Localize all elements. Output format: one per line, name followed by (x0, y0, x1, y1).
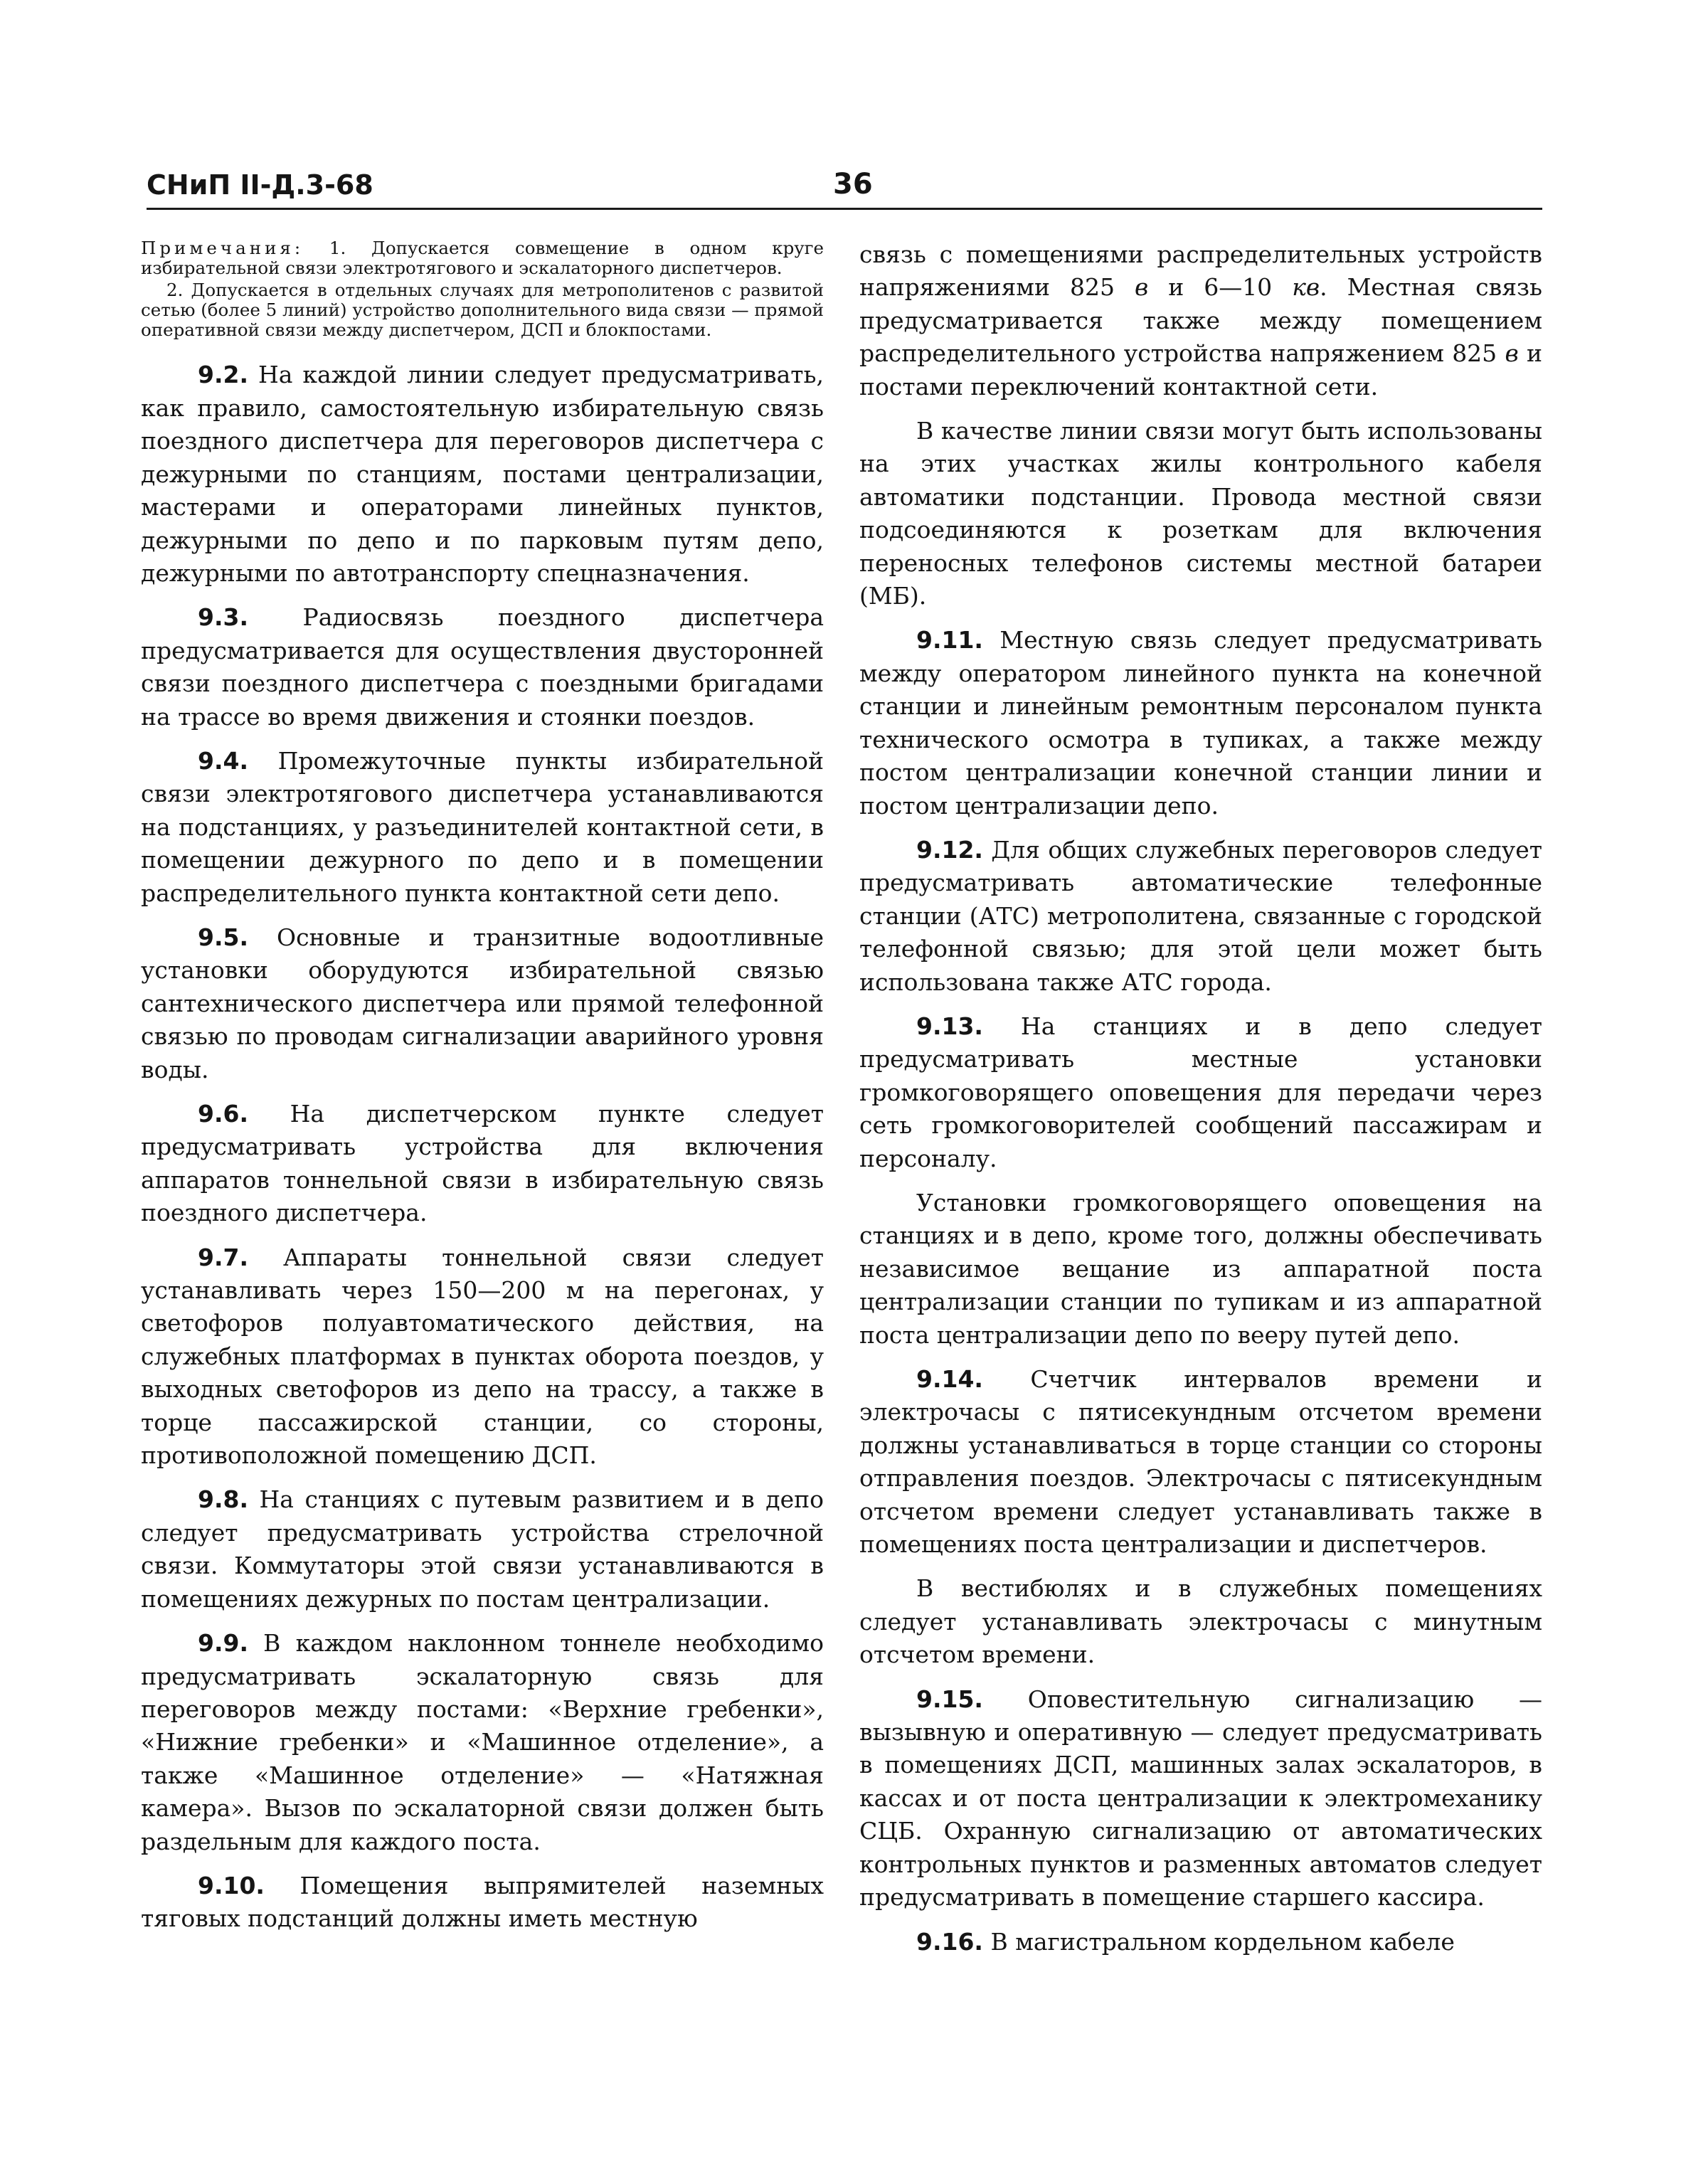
note-1 (141, 238, 824, 279)
clause-number: 9.6. (198, 1100, 248, 1128)
text-run: и постами переключений контактной сети. (859, 339, 1542, 401)
text-run: . Местная связь предусматривается также между помещением распределительного устройства напряжением 825 (859, 273, 1542, 368)
clause-text: Помещения выпрямителей наземных тяговых подстанций должны иметь местную (141, 1871, 824, 1933)
clause-number: 9.16. (916, 1927, 983, 1956)
clause-number: 9.11. (916, 626, 983, 654)
clause-text: Оповестительную сигнализацию — вызывную и оперативную — следует предусматривать в помещениях ДСП, машинных залах эскалаторов, в кассах и от поста централизации к электромеханику СЦБ. Охранную сигнализацию от автоматических контрольных пунктов и разменных автоматов следует предусматривать в помещение старшего кассира. (859, 1685, 1542, 1912)
clause-number: 9.7. (198, 1243, 248, 1271)
document-code: СНиП II-Д.3-68 (147, 169, 373, 201)
clause-9-12 (859, 834, 1542, 999)
running-header (147, 165, 1542, 210)
text-run: связь с помещениями распределительных устройств напряжениями 825 (859, 240, 1542, 302)
clause-number: 9.14. (916, 1365, 983, 1393)
note-text: 1. Допускается совмещение в одном круге избирательной связи электротягового и эскалаторного диспетчеров. (141, 238, 824, 279)
unit-volt: в (1505, 339, 1519, 368)
clause-number: 9.13. (916, 1012, 983, 1040)
clause-9-14 (859, 1363, 1542, 1561)
clause-text: Счетчик интервалов времени и электрочасы с пятисекундным отсчетом времени должны устанавливаться в торце станции со стороны отправления поездов. Электрочасы с пятисекундным отсчетом времени следует устанавливать также в помещениях поста централизации и диспетчеров. (859, 1365, 1542, 1559)
clause-9-11 (859, 624, 1542, 822)
clause-text: В магистральном кордельном кабеле (982, 1927, 1455, 1956)
clause-number: 9.15. (916, 1685, 983, 1713)
right-column (859, 238, 1542, 1970)
clause-text: Аппараты тоннельной связи следует устанавливать через 150—200 м на перегонах, у светофоров полуавтоматического действия, на служебных платформах в пунктах оборота поездов, у выходных светофоров из депо на трассу, а также в торце пассажирской станции, со стороны, противоположной помещению ДСП. (141, 1243, 824, 1470)
left-column (141, 238, 824, 1947)
clause-number: 9.9. (198, 1629, 248, 1658)
clause-9-6 (141, 1098, 824, 1230)
note-label: Примечания: (141, 238, 304, 258)
text-run: и 6—10 (1148, 273, 1293, 302)
paragraph-loudspeaker: Установки громкоговорящего оповещения на станциях и в депо, кроме того, должны обеспечивать независимое вещание из аппаратной поста централизации станции по тупикам и из аппаратной поста централизации депо по вееру путей депо. (859, 1188, 1542, 1349)
clause-text: Промежуточные пункты избирательной связи электротягового диспетчера устанавливаются на подстанциях, у разъединителей контактной сети, в помещении дежурного по депо и в помещении распределительного пункта контактной сети депо. (141, 746, 824, 907)
clause-text: Радиосвязь поездного диспетчера предусматривается для осуществления двусторонней связи поездного диспетчера с поездными бригадами на трассе во время движения и стоянки поездов. (141, 603, 824, 731)
clause-text: На станциях и в депо следует предусматривать местные установки громкоговорящего оповещения для передачи через сеть громкоговорителей сообщений пассажирам и персоналу. (859, 1012, 1542, 1172)
clause-9-16 (859, 1926, 1542, 1958)
clause-9-15 (859, 1683, 1542, 1914)
clause-text: На каждой линии следует предусматривать, как правило, самостоятельную избирательную связь поездного диспетчера для переговоров диспетчера с дежурными по станциям, постами централизации, мастерами и операторами линейных пунктов, дежурными по депо и по парковым путям депо, дежурными по автотранспорту спецназначения. (141, 361, 824, 587)
clause-number: 9.10. (198, 1871, 265, 1899)
clause-9-3 (141, 601, 824, 733)
clause-9-10 (141, 1870, 824, 1936)
clause-text: На диспетчерском пункте следует предусматривать устройства для включения аппаратов тоннельной связи в избирательную связь поездного диспетчера. (141, 1100, 824, 1227)
clause-number: 9.4. (198, 746, 248, 775)
clause-number: 9.12. (916, 835, 983, 864)
clause-number: 9.2. (198, 361, 248, 389)
clause-9-5 (141, 921, 824, 1086)
clause-9-9 (141, 1627, 824, 1858)
clause-text: На станциях с путевым развитием и в депо следует предусматривать устройства стрелочной связи. Коммутаторы этой связи устанавливаются в помещениях дежурных по постам централизации. (141, 1485, 824, 1613)
clause-9-4 (141, 745, 824, 910)
clause-9-8 (141, 1483, 824, 1616)
paragraph-electric-clocks: В вестибюлях и в служебных помещениях следует устанавливать электрочасы с минутным отсчетом времени. (859, 1574, 1542, 1669)
clause-text: В каждом наклонном тоннеле необходимо предусматривать эскалаторную связь для переговоров между постами: «Верхние гребенки», «Нижние гребенки» и «Машинное отделение», а также «Машинное отделение» — «Натяжная камера». Вызов по эскалаторной связи должен быть раздельным для каждого поста. (141, 1629, 824, 1855)
clause-text: Для общих служебных переговоров следует предусматривать автоматические телефонные станции (АТС) метрополитена, связанные с городской телефонной связью; для этой цели может быть использована также АТС города. (859, 835, 1542, 996)
unit-kilovolt: кв (1292, 273, 1320, 302)
clause-text: Основные и транзитные водоотливные установки оборудуются избирательной связью сантехнического диспетчера или прямой телефонной связью по проводам сигнализации аварийного уровня воды. (141, 923, 824, 1083)
clause-number: 9.5. (198, 923, 248, 951)
paragraph-communication-line: В качестве линии связи могут быть использованы на этих участках жилы контрольного кабеля автоматики подстанции. Провода местной связи подсоединяются к розеткам для включения переносных телефонов системы местной батареи (МБ). (859, 417, 1542, 610)
clause-9-2 (141, 359, 824, 590)
unit-volt: в (1134, 273, 1149, 302)
clause-number: 9.3. (198, 603, 248, 632)
note-2: 2. Допускается в отдельных случаях для метрополитенов с развитой сетью (более 5 линий) устройство дополнительного вида связи — прямой оперативной связи между диспетчером, ДСП и блокпостами. (141, 279, 824, 341)
clause-number: 9.8. (198, 1485, 248, 1514)
clause-9-10-continued (859, 238, 1542, 403)
clause-text: Местную связь следует предусматривать между оператором линейного пункта на конечной станции и линейным ремонтным персоналом пункта технического осмотра в тупиках, а также между постом централизации конечной станции линии и постом централизации депо. (859, 626, 1542, 820)
clause-9-7 (141, 1241, 824, 1473)
page-number: 36 (833, 168, 873, 201)
clause-9-13 (859, 1010, 1542, 1175)
